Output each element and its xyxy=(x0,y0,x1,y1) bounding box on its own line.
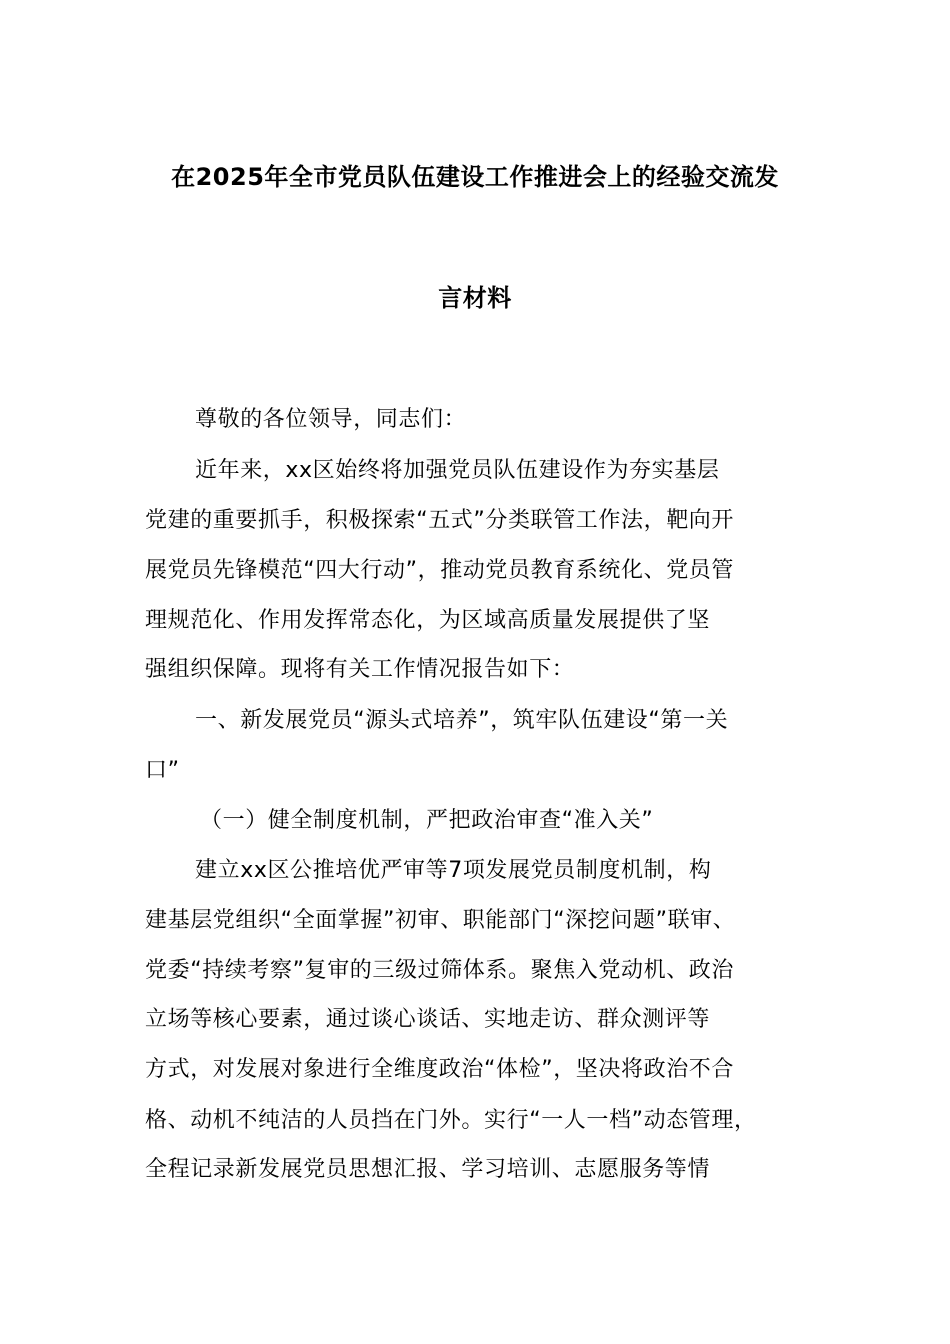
section-heading: 一、新发展党员“源头式培养”，筑牢队伍建设“第一关 xyxy=(195,708,729,733)
salutation: 尊敬的各位领导，同志们： xyxy=(195,407,467,432)
paragraph-line: 理规范化、作用发挥常态化，为区域高质量发展提供了坚 xyxy=(145,608,711,633)
paragraph-line: 方式，对发展对象进行全维度政治“体检”，坚决将政治不合 xyxy=(145,1057,734,1082)
paragraph-line: 格、动机不纯洁的人员挡在门外。实行“一人一档”动态管理， xyxy=(145,1108,757,1133)
section-heading-continued: 口” xyxy=(145,758,180,783)
paragraph-line: 全程记录新发展党员思想汇报、学习培训、志愿服务等情 xyxy=(145,1157,711,1182)
paragraph-line: 建立xx区公推培优严审等7项发展党员制度机制，构 xyxy=(195,858,712,883)
document-title-line-2: 言材料 xyxy=(438,284,512,312)
paragraph-line: 党建的重要抓手，积极探索“五式”分类联管工作法，靶向开 xyxy=(145,508,734,533)
paragraph-line: 强组织保障。现将有关工作情况报告如下： xyxy=(145,657,575,682)
paragraph-line: 建基层党组织“全面掌握”初审、职能部门“深挖问题”联审、 xyxy=(145,908,736,933)
document-title-line-1: 在2025年全市党员队伍建设工作推进会上的经验交流发 xyxy=(171,163,779,191)
paragraph-line: 展党员先锋模范“四大行动”，推动党员教育系统化、党员管 xyxy=(145,558,734,583)
paragraph-line: 立场等核心要素，通过谈心谈话、实地走访、群众测评等 xyxy=(145,1007,711,1032)
paragraph-line: 近年来，xx区始终将加强党员队伍建设作为夯实基层 xyxy=(195,458,720,483)
subsection-heading: （一）健全制度机制，严把政治审查“准入关” xyxy=(200,808,654,833)
paragraph-line: 党委“持续考察”复审的三级过筛体系。聚焦入党动机、政治 xyxy=(145,958,734,983)
